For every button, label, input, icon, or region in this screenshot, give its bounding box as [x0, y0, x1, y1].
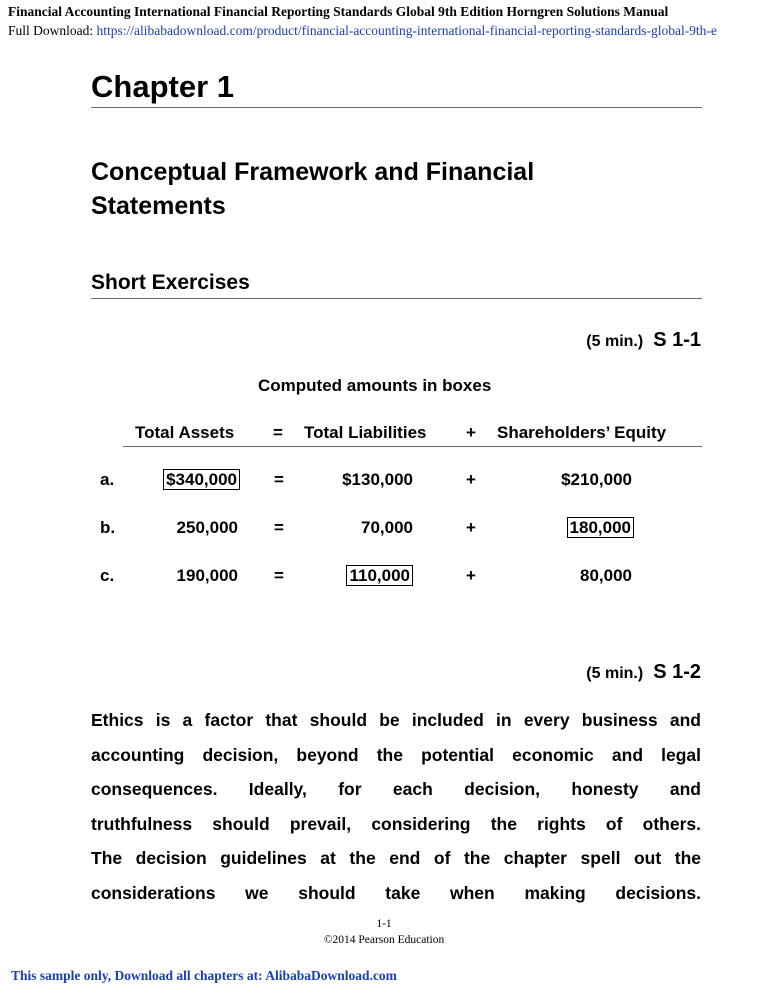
- paragraph-line: The decision guidelines at the end of the chapter spell out the: [91, 848, 701, 868]
- page-number: 1-1: [376, 918, 392, 930]
- download-label: Full Download:: [8, 23, 97, 38]
- row-c-equity: 80,000: [580, 566, 632, 585]
- download-line: [8, 23, 768, 39]
- row-c-assets: 190,000: [176, 566, 238, 585]
- sample-download-note[interactable]: This sample only, Download all chapters at: AlibabaDownload.com: [11, 968, 397, 983]
- row-c-equals: =: [274, 566, 284, 585]
- exercise-1-caption: Computed amounts in boxes: [258, 376, 492, 395]
- row-b-equals: =: [274, 518, 284, 537]
- paragraph-line: accounting decision, beyond the potential economic and legal: [91, 744, 701, 765]
- download-link[interactable]: https://alibabadownload.com/product/financial-accounting-international-financial-reporting-standards-global-9th-e: [96, 23, 717, 38]
- exercise-2-number: S 1-2: [653, 661, 701, 683]
- row-b-equity: [567, 518, 634, 538]
- row-b-plus: +: [466, 518, 476, 537]
- section-divider: [91, 298, 702, 299]
- row-a-liabilities: $130,000: [342, 470, 413, 489]
- exercise-1-label: [586, 329, 701, 352]
- header-total-assets: Total Assets: [135, 423, 235, 442]
- row-b-liabilities: 70,000: [361, 518, 413, 537]
- row-b-assets: 250,000: [176, 518, 238, 537]
- document-header-title: Financial Accounting International Financial Reporting Standards Global 9th Edition Horngren Solutions Manual: [8, 4, 669, 19]
- chapter-title-line-2: Statements: [91, 192, 226, 220]
- equation-header-underline: [123, 446, 702, 447]
- exercise-2-label: [586, 661, 701, 684]
- paragraph-line: considerations we should take when making decisions.: [91, 882, 701, 903]
- row-c-liabilities: [346, 566, 413, 586]
- row-c-liabilities-value: 110,000: [346, 565, 413, 586]
- chapter-title-line-1: Conceptual Framework and Financial: [91, 158, 535, 186]
- header-total-liabilities: Total Liabilities: [304, 423, 427, 442]
- row-a-label: a.: [100, 470, 115, 489]
- header-plus: +: [466, 423, 476, 442]
- exercise-2-paragraph: [91, 703, 701, 910]
- exercise-1-time: (5 min.): [586, 333, 644, 350]
- chapter-heading: Chapter 1: [91, 69, 234, 104]
- paragraph-line: Ethics is a factor that should be included in every business and: [91, 710, 701, 730]
- header-equals: =: [273, 423, 283, 442]
- chapter-divider: [91, 107, 702, 108]
- row-b-equity-value: 180,000: [567, 517, 634, 538]
- paragraph-line: truthfulness should prevail, considering the rights of others.: [91, 813, 701, 834]
- header-shareholders-equity: Shareholders’ Equity: [497, 423, 667, 442]
- row-a-equity: $210,000: [561, 470, 632, 489]
- row-b-label: b.: [100, 518, 116, 537]
- chapter-title: [91, 155, 691, 223]
- exercise-1-number: S 1-1: [653, 329, 701, 351]
- row-a-assets: [163, 470, 240, 490]
- row-a-equals: =: [274, 470, 284, 489]
- row-c-plus: +: [466, 566, 476, 585]
- row-a-assets-value: $340,000: [163, 469, 240, 490]
- copyright: ©2014 Pearson Education: [323, 934, 445, 946]
- row-a-plus: +: [466, 470, 476, 489]
- exercise-2-time: (5 min.): [586, 665, 644, 682]
- section-heading: Short Exercises: [91, 271, 250, 294]
- paragraph-line: consequences. Ideally, for each decision, honesty and: [91, 779, 701, 799]
- row-c-label: c.: [100, 566, 115, 585]
